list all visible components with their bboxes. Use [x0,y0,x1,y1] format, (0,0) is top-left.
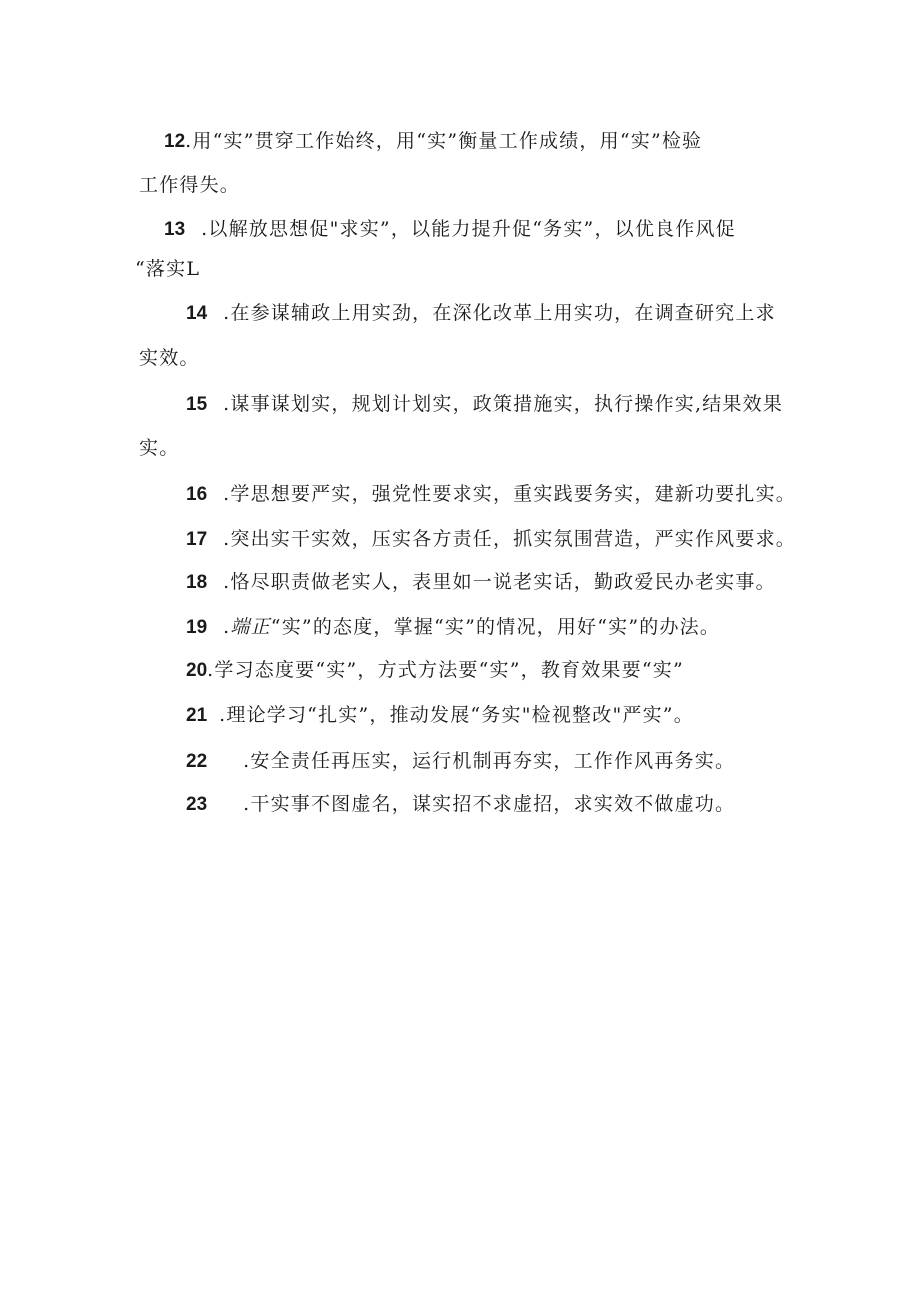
item-number: 15 [186,394,208,415]
item-text-continued: 实。 [139,437,180,459]
item-number: 19 [186,617,208,638]
item-text-continued: 工作得失。 [139,174,241,196]
item-number: 16 [186,484,208,505]
item-dot: . [223,616,231,638]
item-text-italic: 端正 [230,616,271,638]
item-number: 13 [164,219,186,240]
item-number: 22 [186,751,208,772]
item-text: .恪尽职责做老实人，表里如一说老实话，勤政爱民办老实事。 [223,571,776,593]
item-number: 17 [186,529,208,550]
item-number: 14 [186,303,208,324]
item-text-continued: “落实L [135,258,201,280]
item-text: .学习态度要“实”，方式方法要“实”，教育效果要“实” [207,659,684,681]
item-text: .学思想要严实，强党性要求实，重实践要务实，建新功要扎实。 [223,483,796,505]
item-text: .以解放思想促"求实”，以能力提升促“务实”，以优良作风促 [201,218,736,240]
item-number: 20 [186,660,208,681]
item-number: 23 [186,794,208,815]
item-text: “实”的态度，掌握“实”的情况，用好“实”的办法。 [270,616,721,638]
item-number: 12 [164,131,186,152]
item-text: .干实事不图虚名，谋实招不求虚招，求实效不做虚功。 [243,793,736,815]
item-text-continued: 实效。 [139,347,200,369]
item-number: 21 [186,705,208,726]
item-text: .突出实干实效，压实各方责任，抓实氛围营造，严实作风要求。 [223,528,796,550]
item-text: .理论学习“扎实”，推动发展“务实"检视整改"严实”。 [219,704,694,726]
item-text: .在参谋辅政上用实劲，在深化改革上用实功，在调查研究上求 [223,302,776,324]
item-text: .安全责任再压实，运行机制再夯实，工作作风再务实。 [243,750,736,772]
item-number: 18 [186,572,208,593]
item-text: .用“实”贯穿工作始终，用“实”衡量工作成绩，用“实”检验 [185,130,703,152]
item-text: .谋事谋划实，规划计划实，政策措施实，执行操作实,结果效果 [223,393,784,415]
